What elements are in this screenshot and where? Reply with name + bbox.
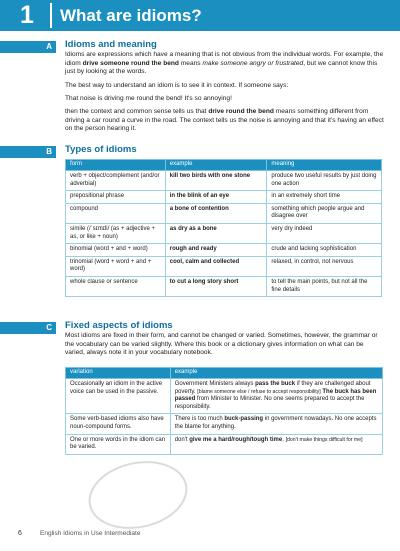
- table-row: [66, 379, 383, 414]
- example-cell: in the blink of an eye: [165, 191, 267, 204]
- table-row: [66, 244, 382, 257]
- page-number: 6: [18, 530, 22, 537]
- form-cell: binomial (word + and + word): [66, 244, 166, 257]
- section-a-example: That noise is driving me round the bend! It's so annoying!: [65, 95, 232, 102]
- example-cell: to cut a long story short: [165, 276, 267, 296]
- example-cell: a bone of contention: [165, 203, 267, 223]
- example-cell: kill two birds with one stone: [165, 171, 267, 191]
- section-c-paragraph: Most idioms are fixed in their form, and cannot be changed or varied. Sometimes, however, the grammar or the vocabulary can be varied slightly. Where this book or a dictionary gives information on what can be varied, always note it in your vocabulary notebook.: [65, 332, 378, 357]
- example-cell: There is too much buck-passing in government nowadays. No one accepts the blame for anything.: [170, 414, 382, 434]
- table-row: [66, 434, 383, 454]
- table-header-row: [66, 368, 383, 379]
- header-divider: [50, 3, 52, 28]
- table-header-row: [66, 160, 382, 171]
- table-row: [66, 191, 382, 204]
- column-header: form: [66, 160, 166, 171]
- unit-number: 1: [20, 1, 34, 29]
- book-title: English Idioms in Use Intermediate: [40, 530, 141, 537]
- form-cell: trinomial (word + word + and + word): [66, 256, 166, 276]
- example-cell: Government Ministers always pass the buck if they are challenged about poverty. [blame someone else / refuse to accept responsibility] The buck has been passed from Minister to Minister. No one seems prepared to accept the responsibility.: [170, 379, 382, 414]
- form-cell: prepositional phrase: [66, 191, 166, 204]
- meaning-cell: something which people argue and disagree over: [267, 203, 382, 223]
- column-header: example: [165, 160, 267, 171]
- section-a-paragraph-1: Idioms are expressions which have a meaning that is not obvious from the individual words. For example, the idiom drive someone round the bend means make someone angry or frustrated, but we cannot know this just by looking at the words.: [65, 51, 384, 76]
- table-row: [66, 276, 382, 296]
- example-cell: cool, calm and collected: [165, 256, 267, 276]
- form-cell: verb + object/complement (and/or adverbial): [66, 171, 166, 191]
- section-a-title: Idioms and meaning: [65, 39, 157, 50]
- meaning-cell: crude and lacking sophistication: [267, 244, 382, 257]
- fixed-aspects-table: [65, 367, 383, 455]
- section-a-paragraph-3: then the context and common sense tells us that drive round the bend means something different from driving a car round a curve in the road. The context tells us the noise is annoying and that it's having an effect on the person hearing it.: [65, 108, 384, 133]
- example-cell: don't give me a hard/rough/tough time. [don't make things difficult for me]: [170, 434, 382, 454]
- column-header: meaning: [267, 160, 382, 171]
- example-cell: as dry as a bone: [165, 223, 267, 243]
- unit-header: [0, 0, 400, 31]
- section-tab-a: A: [0, 41, 56, 53]
- meaning-cell: relaxed, in control, not nervous: [267, 256, 382, 276]
- column-header: variation: [66, 368, 171, 379]
- example-cell: rough and ready: [165, 244, 267, 257]
- variation-cell: Some verb-based idioms also have noun-compound forms.: [66, 414, 171, 434]
- section-tab-b: B: [0, 146, 56, 158]
- form-cell: simile (/ˈsɪmɪli/ (as + adjective + as, or like + noun): [66, 223, 166, 243]
- types-of-idioms-table: [65, 159, 382, 297]
- form-cell: compound: [66, 203, 166, 223]
- variation-cell: Occasionally an idiom in the active voice can be used in the passive.: [66, 379, 171, 414]
- meaning-cell: to tell the main points, but not all the fine details: [267, 276, 382, 296]
- table-row: [66, 223, 382, 243]
- section-a-paragraph-2: The best way to understand an idiom is to see it in context. If someone says:: [65, 82, 289, 89]
- meaning-cell: produce two useful results by just doing one action: [267, 171, 382, 191]
- section-c-title: Fixed aspects of idioms: [65, 320, 173, 331]
- unit-title: What are idioms?: [60, 6, 202, 25]
- section-tab-c: C: [0, 322, 56, 334]
- table-row: [66, 414, 383, 434]
- section-b-title: Types of idioms: [65, 144, 137, 155]
- table-row: [66, 203, 382, 223]
- meaning-cell: in an extremely short time: [267, 191, 382, 204]
- table-row: [66, 171, 382, 191]
- variation-cell: One or more words in the idiom can be varied.: [66, 434, 171, 454]
- form-cell: whole clause or sentence: [66, 276, 166, 296]
- table-row: [66, 256, 382, 276]
- column-header: example: [170, 368, 382, 379]
- meaning-cell: very dry indeed: [267, 223, 382, 243]
- watermark-stamp: [82, 452, 194, 537]
